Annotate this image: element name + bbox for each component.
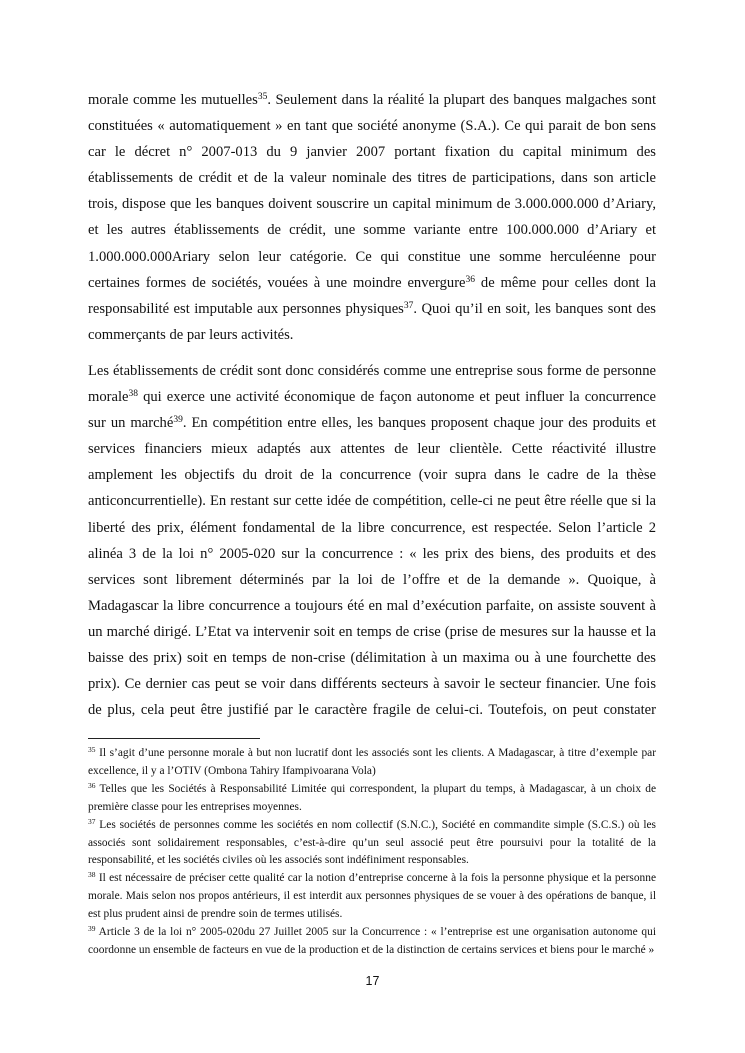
footnote-text: Telles que les Sociétés à Responsabilité Limitée qui correspondent, la plupart du temps, à Madagascar, à un choix de première classe pour les entreprises moyennes. xyxy=(88,782,656,813)
footnote xyxy=(88,781,656,817)
body-text xyxy=(88,87,656,723)
footnote-ref-36[interactable]: 36 xyxy=(465,274,476,285)
footnote-number: 36 xyxy=(88,780,96,790)
footnote-number: 35 xyxy=(88,745,96,754)
footnotes xyxy=(88,745,656,960)
footnote xyxy=(88,924,656,960)
footnote-ref-37[interactable]: 37 xyxy=(403,300,414,311)
footnote-number: 38 xyxy=(88,870,96,880)
footnote-number: 39 xyxy=(88,924,96,934)
paragraph-2: Les établissements de crédit sont donc considérés comme une entreprise sous forme de personne morale$^{38}$ qui exerce une activité économique de façon autonome et peut influer la concurrence sur un marché$^{39}$. En compétition entre elles, les banques proposent chaque jour des produits et services financiers mieux adaptés aux attentes de leur clientèle. Cette réactivité illustre amplement les objectifs du droit de la concurrence (voir supra dans le cadre de la thèse anticoncurrentielle). En restant sur cette idée de compétition, celle-ci ne peut être réelle que si la liberté des prix, élément fondamental de la libre concurrence, est respectée. Selon l’article 2 alinéa 3 de la loi n° 2005-020 sur la concurrence : « les prix des biens, des produits et des services sont librement déterminés par la loi de l’offre et de la demande ». Quoique, à Madagascar la libre concurrence a toujours été en mal d’exécution parfaite, on assiste souvent à un marché dirigé. L’Etat va intervenir soit en temps de crise (prise de mesures sur la hausse et la baisse des prix) soit en temps de non-crise (délimitation à un maxima ou à une fourchette des prix). Ce dernier cas peut se voir dans différents secteurs à savoir le secteur financier. Une fois de plus, cela peut être justifié par le caractère fragile de celui-ci. Toutefois, on peut constater xyxy=(88,362,657,719)
footnote-ref-38[interactable]: 38 xyxy=(128,389,139,400)
footnote xyxy=(88,870,656,924)
footnote xyxy=(88,817,656,871)
paragraph-1: morale comme les mutuelles$^{35}$. Seulement dans la réalité la plupart des banques malgaches sont constituées « automatiquement » en tant que société anonyme (S.A.). Ce qui parait de bon sens car le décret n° 2007-013 du 9 janvier 2007 portant fixation du capital minimum des établissements de crédit et de la valeur nominale des titres de participations, dans son article trois, dispose que les banques doivent souscrire un capital minimum de 3.000.000.000 d’Ariary, et les autres établissements de crédit, une somme variante entre 100.000.000 d’Ariary et 1.000.000.000Ariary selon leur catégorie. Ce qui constitue une somme herculéenne pour certaines formes de sociétés, vouées à une moindre envergure$^{36}$ de même pour celles dont la responsabilité est imputable aux personnes physiques$^{37}$. Quoi qu’il en soit, les banques sont des commerçants de par leurs activités. xyxy=(88,92,657,343)
footnote-ref-35[interactable]: 35 xyxy=(257,92,268,102)
footnote xyxy=(88,745,656,781)
footnote-separator xyxy=(88,738,260,739)
footnote-text: Il est nécessaire de préciser cette qualité car la notion d’entreprise concerne à la fois la personne physique et la personne morale. Mais selon nos propos antérieurs, il est interdit aux personnes physiques de se vouer à des opérations de banque, il est plus prudent ainsi de prendre soin de termes utilisés. xyxy=(88,872,656,921)
footnote-text: Article 3 de la loi n° 2005-020du 27 Juillet 2005 sur la Concurrence : « l’entreprise est une organisation autonome qui coordonne un ensemble de facteurs en vue de la production et de la distinction de certains services et biens pour le marché » xyxy=(88,926,656,956)
page-number: 17 xyxy=(365,974,380,988)
footnote-text: Les sociétés de personnes comme les sociétés en nom collectif (S.N.C.), Société en commandite simple (S.C.S.) où les associés sont solidairement responsables, c’est-à-dire qu’un seul associé peut être poursuivi pour la totalité de la responsabilité, et les sociétés civiles où les associés sont indéfiniment responsables. xyxy=(88,818,656,867)
footnote-ref-39[interactable]: 39 xyxy=(173,415,183,426)
footnote-number: 37 xyxy=(88,816,96,826)
footnote-text: Il s’agit d’une personne morale à but non lucratif dont les associés sont les clients. A Madagascar, à titre d’exemple par excellence, il y a l’OTIV (Ombona Tahiry Ifampivoarana Vola) xyxy=(88,747,656,777)
